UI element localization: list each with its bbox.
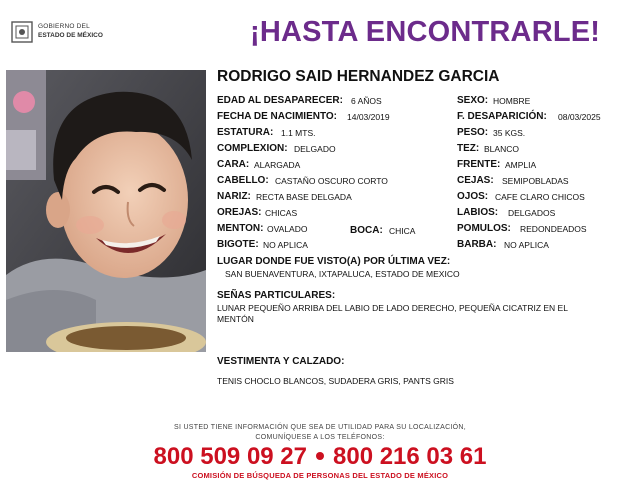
gov-line-2: ESTADO DE MÉXICO [38,32,103,39]
edad-value: 6 AÑOS [351,96,382,106]
phone-2: 800 216 03 61 [333,443,487,470]
government-logo [10,20,120,46]
clothing-text: TENIS CHOCLO BLANCOS, SUDADERA GRIS, PANTS GRIS [217,376,454,386]
headline: ¡HASTA ENCONTRARLE! [250,16,601,48]
cara-value: ALARGADA [254,160,301,170]
desaparicion-label: F. DESAPARICIÓN: [457,111,547,122]
frente-value: AMPLIA [505,160,537,170]
orejas-value: CHICAS [265,208,298,218]
tez-label: TEZ: [457,143,480,154]
menton-value: OVALADO [267,224,308,234]
phone-numbers [0,443,640,471]
barba-value: NO APLICA [504,240,549,250]
complexion-value: DELGADO [294,144,336,154]
nacimiento-value: 14/03/2019 [347,112,390,122]
contact-line-2: COMUNÍQUESE A LOS TELÉFONOS: [255,434,385,441]
contact-line-1: SI USTED TIENE INFORMACIÓN QUE SEA DE UTILIDAD PARA SU LOCALIZACIÓN, [173,424,467,431]
sexo-label: SEXO: [457,95,489,106]
tez-value: BLANCO [484,144,519,154]
complexion-label: COMPLEXION: [217,143,288,154]
edad-label: EDAD AL DESAPARECER: [217,95,343,106]
estatura-label: ESTATURA: [217,127,274,138]
cara-label: CARA: [217,159,250,170]
pomulos-value: REDONDEADOS [520,224,587,234]
state-seal-icon [10,20,34,44]
cabello-label: CABELLO: [217,175,269,186]
ojos-label: OJOS: [457,191,489,202]
person-name: RODRIGO SAID HERNANDEZ GARCIA [217,68,500,85]
phone-1: 800 509 09 27 [153,443,307,470]
marks-line-2: MENTÓN [217,314,254,324]
person-photo [6,70,206,352]
commission-name: COMISIÓN DE BÚSQUEDA DE PERSONAS DEL ESTADO DE MÉXICO [191,471,449,480]
estatura-value: 1.1 MTS. [281,128,316,138]
cejas-label: CEJAS: [457,175,494,186]
separator-dot [316,452,324,460]
pomulos-label: POMULOS: [457,223,511,234]
cabello-value: CASTAÑO OSCURO CORTO [275,176,388,186]
sexo-value: HOMBRE [493,96,531,106]
labios-value: DELGADOS [508,208,556,218]
marks-title: SEÑAS PARTICULARES: [217,290,336,301]
barba-label: BARBA: [457,239,497,250]
nariz-label: NARIZ: [217,191,251,202]
orejas-label: OREJAS: [217,207,262,218]
peso-value: 35 KGS. [493,128,526,138]
gov-line-1: GOBIERNO DEL [38,23,90,30]
bigote-value: NO APLICA [263,240,308,250]
bigote-label: BIGOTE: [217,239,259,250]
nacimiento-label: FECHA DE NACIMIENTO: [217,111,337,122]
marks-line-1: LUNAR PEQUEÑO ARRIBA DEL LABIO DE LADO DERECHO, PEQUEÑA CICATRIZ EN EL [217,303,568,313]
ojos-value: CAFE CLARO CHICOS [495,192,585,202]
boca-value: CHICA [389,226,416,236]
nariz-value: RECTA BASE DELGADA [256,192,352,202]
desaparicion-value: 08/03/2025 [558,112,601,122]
boca-label: BOCA: [350,225,383,236]
menton-label: MENTON: [217,223,264,234]
clothing-title: VESTIMENTA Y CALZADO: [217,356,345,367]
frente-label: FRENTE: [457,159,501,170]
labios-label: LABIOS: [457,207,499,218]
last-seen-text: SAN BUENAVENTURA, IXTAPALUCA, ESTADO DE MEXICO [225,269,460,279]
peso-label: PESO: [457,127,489,138]
cejas-value: SEMIPOBLADAS [502,176,569,186]
last-seen-title: LUGAR DONDE FUE VISTO(A) POR ÚLTIMA VEZ: [217,256,451,267]
